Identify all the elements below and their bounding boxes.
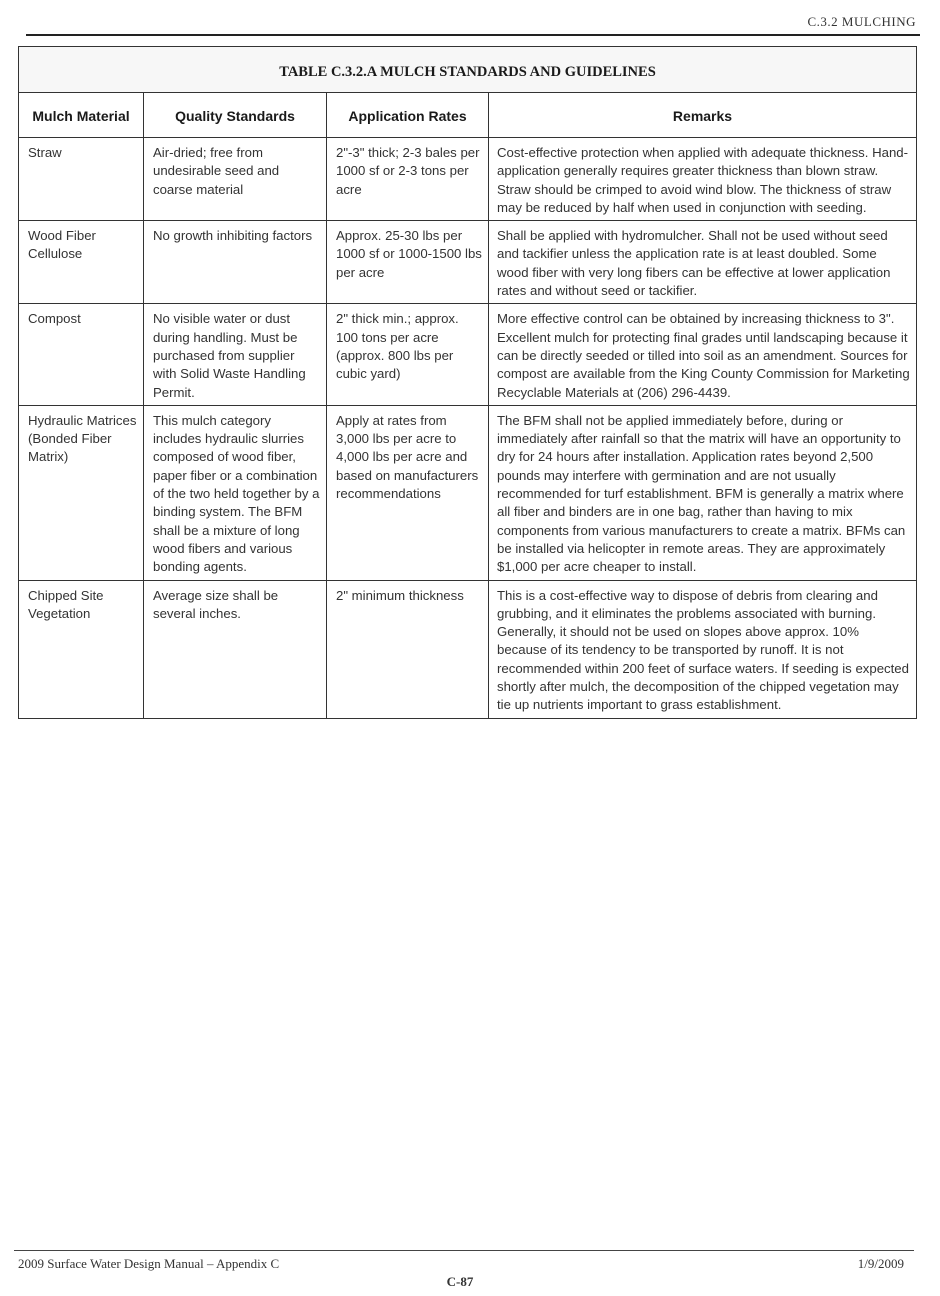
mulch-table-container <box>18 46 917 719</box>
cell-remarks: This is a cost-effective way to dispose of debris from clearing and grubbing, and it eliminates the problems associated with burning. Generally, it should not be used on slopes above approx. 10% because of its tendency to be transported by runoff. It is not recommended within 200 feet of surface waters. If seeding is expected shortly after mulch, the decomposition of the chipped vegetation may tie up nutrients important to grass establishment. <box>489 580 917 718</box>
cell-material: Straw <box>19 138 144 221</box>
cell-remarks: The BFM shall not be applied immediately before, during or immediately after rainfall so that the matrix will have an opportunity to dry for 24 hours after installation. Application rates beyond 2,500 pounds may interfere with germination and are not usually recommended for turf establishment. BFM is generally a matrix where all fiber and binders are in one bag, rather than having to mix components from various manufacturers to create a matrix. BFMs can be installed via helicopter in remote areas. They are approximately $1,000 per acre cheaper to install. <box>489 405 917 580</box>
footer-manual-title: 2009 Surface Water Design Manual – Appendix C <box>18 1256 280 1271</box>
table-row <box>19 580 917 718</box>
running-head: C.3.2 MULCHING <box>807 14 916 29</box>
col-header-material: Mulch Material <box>19 93 144 138</box>
cell-remarks: Shall be applied with hydromulcher. Shall not be used without seed and tackifier unless the application rate is at least doubled. Some wood fiber with very long fibers can be effective at lower application rates and without seed or tackifier. <box>489 221 917 304</box>
table-row <box>19 221 917 304</box>
cell-material: Wood Fiber Cellulose <box>19 221 144 304</box>
cell-material: Chipped Site Vegetation <box>19 580 144 718</box>
cell-remarks: Cost-effective protection when applied with adequate thickness. Hand-application generally requires greater thickness than blown straw. Straw should be crimped to avoid wind blow. The thickness of straw may be reduced by half when used in conjunction with seeding. <box>489 138 917 221</box>
cell-rates: 2"-3" thick; 2-3 bales per 1000 sf or 2-3 tons per acre <box>327 138 489 221</box>
mulch-standards-table <box>18 92 917 719</box>
footer-rule <box>14 1250 914 1251</box>
cell-quality: No visible water or dust during handling. Must be purchased from supplier with Solid Waste Handling Permit. <box>144 304 327 405</box>
cell-material: Compost <box>19 304 144 405</box>
table-row <box>19 304 917 405</box>
cell-rates: 2" minimum thickness <box>327 580 489 718</box>
table-header-row <box>19 93 917 138</box>
cell-quality: Air-dried; free from undesirable seed and coarse material <box>144 138 327 221</box>
cell-remarks: More effective control can be obtained by increasing thickness to 3". Excellent mulch for protecting final grades until landscaping because it can be directly seeded or tilled into soil as an amendment. Sources for compost are available from the King County Commission for Marketing Recyclable Materials at (206) 296-4439. <box>489 304 917 405</box>
cell-material: Hydraulic Matrices (Bonded Fiber Matrix) <box>19 405 144 580</box>
cell-quality: This mulch category includes hydraulic slurries composed of wood fiber, paper fiber or a combination of the two held together by a binding system. The BFM shall be a mixture of long wood fibers and various bonding agents. <box>144 405 327 580</box>
table-title: TABLE C.3.2.A MULCH STANDARDS AND GUIDELINES <box>18 46 917 92</box>
col-header-rates: Application Rates <box>327 93 489 138</box>
cell-quality: No growth inhibiting factors <box>144 221 327 304</box>
header-rule <box>26 34 920 36</box>
cell-rates: Approx. 25-30 lbs per 1000 sf or 1000-1500 lbs per acre <box>327 221 489 304</box>
col-header-quality: Quality Standards <box>144 93 327 138</box>
table-row <box>19 138 917 221</box>
table-row <box>19 405 917 580</box>
footer-date: 1/9/2009 <box>857 1256 904 1271</box>
cell-rates: 2" thick min.; approx. 100 tons per acre (approx. 800 lbs per cubic yard) <box>327 304 489 405</box>
page-number: C-87 <box>446 1274 474 1289</box>
col-header-remarks: Remarks <box>489 93 917 138</box>
cell-rates: Apply at rates from 3,000 lbs per acre to 4,000 lbs per acre and based on manufacturers recommendations <box>327 405 489 580</box>
cell-quality: Average size shall be several inches. <box>144 580 327 718</box>
